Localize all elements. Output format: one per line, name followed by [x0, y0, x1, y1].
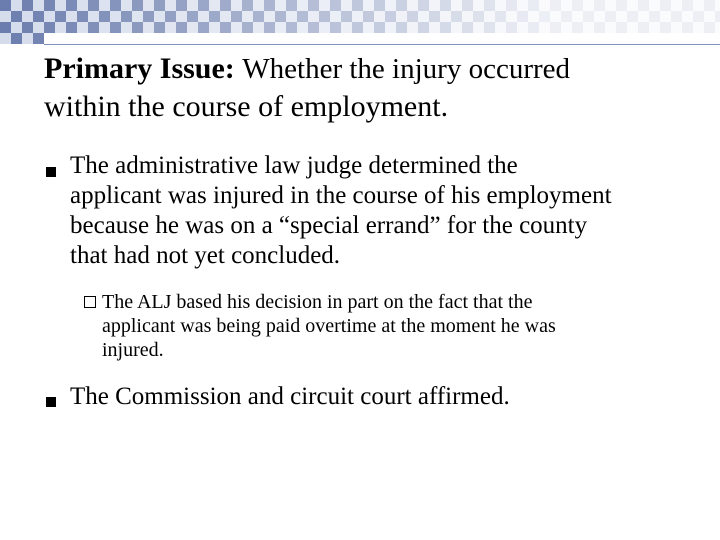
- checker-square: [374, 22, 385, 33]
- checker-square: [198, 0, 209, 11]
- checker-square: [671, 0, 682, 11]
- title-rest-part: Whether the injury occurred: [242, 53, 571, 85]
- checker-square: [220, 0, 231, 11]
- hollow-square-bullet-icon: [84, 296, 96, 308]
- checker-square: [616, 22, 627, 33]
- checker-square: [187, 0, 198, 11]
- checker-square: [220, 22, 231, 33]
- checker-square: [682, 0, 693, 11]
- checker-square: [506, 22, 517, 33]
- checker-square: [627, 22, 638, 33]
- checker-square: [550, 22, 561, 33]
- checker-square: [561, 0, 572, 11]
- checker-square: [22, 11, 33, 22]
- checker-square: [209, 0, 220, 11]
- checker-square: [660, 0, 671, 11]
- checker-square: [440, 11, 451, 22]
- checker-square: [396, 0, 407, 11]
- checker-square: [528, 0, 539, 11]
- checker-square: [110, 0, 121, 11]
- checker-square: [319, 22, 330, 33]
- checker-square: [88, 0, 99, 11]
- checker-square: [242, 11, 253, 22]
- title-bold-part: Primary Issue:: [44, 52, 235, 85]
- title-line-2: within the course of employment.: [44, 90, 449, 123]
- checker-square: [11, 11, 22, 22]
- checker-square: [594, 22, 605, 33]
- checker-square: [660, 11, 671, 22]
- checker-square: [682, 11, 693, 22]
- checker-square: [407, 11, 418, 22]
- checker-square: [484, 11, 495, 22]
- checker-square: [209, 11, 220, 22]
- checker-square: [495, 22, 506, 33]
- checker-square: [198, 11, 209, 22]
- checker-square: [539, 22, 550, 33]
- bullet-1-line: because he was on a “special errand” for the county: [70, 212, 588, 239]
- checker-square: [429, 0, 440, 11]
- sub-bullet-line: injured.: [102, 339, 164, 361]
- checker-square: [671, 11, 682, 22]
- checker-square: [33, 22, 44, 33]
- checker-square: [649, 0, 660, 11]
- checker-square: [121, 22, 132, 33]
- checker-square: [506, 11, 517, 22]
- checker-square: [264, 22, 275, 33]
- checker-square: [407, 22, 418, 33]
- checker-square: [33, 0, 44, 11]
- checker-square: [22, 22, 33, 33]
- checker-square: [638, 22, 649, 33]
- checker-square: [231, 22, 242, 33]
- checker-square: [275, 0, 286, 11]
- checker-square: [627, 11, 638, 22]
- checker-square: [319, 11, 330, 22]
- checker-square: [55, 22, 66, 33]
- checker-square: [187, 22, 198, 33]
- checker-square: [462, 0, 473, 11]
- checker-square: [715, 0, 720, 11]
- checker-square: [407, 0, 418, 11]
- checker-square: [110, 11, 121, 22]
- checker-square: [539, 11, 550, 22]
- sub-bullet-line: applicant was being paid overtime at the moment he was: [102, 315, 556, 337]
- checker-square: [286, 11, 297, 22]
- square-bullet-icon: [46, 397, 56, 407]
- checker-square: [363, 0, 374, 11]
- checker-square: [473, 11, 484, 22]
- checker-square: [352, 22, 363, 33]
- checker-square: [715, 22, 720, 33]
- checker-square: [154, 11, 165, 22]
- checker-square: [528, 11, 539, 22]
- checker-square: [176, 0, 187, 11]
- checker-square: [649, 11, 660, 22]
- title-divider: [44, 44, 720, 45]
- checker-square: [66, 22, 77, 33]
- checker-square: [242, 22, 253, 33]
- checker-square: [451, 0, 462, 11]
- checker-square: [561, 22, 572, 33]
- checker-square: [627, 0, 638, 11]
- checker-square: [308, 22, 319, 33]
- checker-square: [429, 22, 440, 33]
- checker-square: [132, 0, 143, 11]
- checker-square: [605, 11, 616, 22]
- checker-square: [605, 22, 616, 33]
- checker-square: [484, 22, 495, 33]
- checker-square: [154, 0, 165, 11]
- checker-square: [418, 0, 429, 11]
- checker-square: [308, 0, 319, 11]
- slide-title: [44, 50, 704, 126]
- checker-square: [121, 11, 132, 22]
- checker-square: [484, 0, 495, 11]
- decorative-checker-band: [0, 0, 720, 44]
- checker-square: [550, 0, 561, 11]
- checker-square: [11, 33, 22, 44]
- checker-square: [429, 11, 440, 22]
- checker-square: [22, 33, 33, 44]
- checker-square: [616, 11, 627, 22]
- checker-square: [297, 0, 308, 11]
- checker-square: [594, 0, 605, 11]
- checker-square: [143, 22, 154, 33]
- checker-square: [495, 0, 506, 11]
- checker-square: [165, 22, 176, 33]
- checker-square: [352, 0, 363, 11]
- checker-square: [286, 22, 297, 33]
- sub-bullet-text: [102, 290, 682, 362]
- checker-square: [462, 11, 473, 22]
- checker-square: [77, 0, 88, 11]
- checker-square: [99, 0, 110, 11]
- checker-square: [44, 22, 55, 33]
- checker-square: [638, 11, 649, 22]
- checker-square: [253, 0, 264, 11]
- checker-square: [308, 11, 319, 22]
- checker-square: [231, 11, 242, 22]
- checker-square: [242, 0, 253, 11]
- checker-square: [275, 22, 286, 33]
- checker-square: [715, 11, 720, 22]
- checker-square: [473, 22, 484, 33]
- checker-square: [528, 22, 539, 33]
- checker-square: [396, 22, 407, 33]
- checker-square: [154, 22, 165, 33]
- checker-square: [22, 0, 33, 11]
- checker-square: [341, 0, 352, 11]
- checker-square: [517, 22, 528, 33]
- checker-square: [253, 22, 264, 33]
- checker-square: [605, 0, 616, 11]
- checker-square: [88, 11, 99, 22]
- square-bullet-icon: [46, 167, 56, 177]
- checker-square: [132, 11, 143, 22]
- checker-square: [44, 0, 55, 11]
- checker-square: [121, 0, 132, 11]
- checker-square: [297, 22, 308, 33]
- bullet-1-line: that had not yet concluded.: [70, 242, 341, 269]
- checker-square: [33, 33, 44, 44]
- checker-square: [693, 11, 704, 22]
- checker-square: [550, 11, 561, 22]
- checker-square: [110, 22, 121, 33]
- checker-square: [682, 22, 693, 33]
- bullet-1-text: [70, 151, 690, 271]
- checker-square: [418, 22, 429, 33]
- checker-square: [66, 11, 77, 22]
- checker-square: [176, 22, 187, 33]
- sub-bullet-line: The ALJ based his decision in part on the fact that the: [102, 291, 533, 313]
- checker-square: [341, 11, 352, 22]
- checker-square: [11, 22, 22, 33]
- checker-square: [165, 11, 176, 22]
- checker-square: [539, 0, 550, 11]
- checker-square: [506, 0, 517, 11]
- checker-square: [99, 11, 110, 22]
- checker-square: [198, 22, 209, 33]
- checker-square: [253, 11, 264, 22]
- checker-square: [341, 22, 352, 33]
- checker-square: [44, 11, 55, 22]
- checker-square: [572, 11, 583, 22]
- checker-square: [583, 11, 594, 22]
- checker-square: [473, 0, 484, 11]
- checker-square: [0, 22, 11, 33]
- checker-square: [0, 0, 11, 11]
- checker-square: [264, 11, 275, 22]
- checker-square: [693, 22, 704, 33]
- checker-square: [451, 11, 462, 22]
- checker-square: [704, 22, 715, 33]
- checker-square: [583, 0, 594, 11]
- checker-square: [396, 11, 407, 22]
- checker-square: [330, 22, 341, 33]
- checker-square: [451, 22, 462, 33]
- checker-square: [209, 22, 220, 33]
- checker-square: [220, 11, 231, 22]
- checker-square: [440, 22, 451, 33]
- checker-square: [693, 0, 704, 11]
- checker-square: [132, 22, 143, 33]
- checker-square: [374, 11, 385, 22]
- checker-square: [517, 0, 528, 11]
- bullet-2-line: The Commission and circuit court affirmed.: [70, 383, 510, 410]
- checker-square: [363, 22, 374, 33]
- checker-square: [0, 11, 11, 22]
- checker-square: [99, 22, 110, 33]
- checker-square: [462, 22, 473, 33]
- checker-square: [143, 0, 154, 11]
- checker-square: [66, 0, 77, 11]
- checker-square: [55, 11, 66, 22]
- checker-square: [385, 0, 396, 11]
- checker-square: [330, 11, 341, 22]
- checker-square: [649, 22, 660, 33]
- checker-square: [418, 11, 429, 22]
- checker-square: [352, 11, 363, 22]
- checker-square: [286, 0, 297, 11]
- checker-square: [572, 22, 583, 33]
- checker-square: [671, 22, 682, 33]
- checker-square: [55, 0, 66, 11]
- checker-square: [704, 0, 715, 11]
- checker-square: [616, 0, 627, 11]
- checker-square: [704, 11, 715, 22]
- checker-square: [88, 22, 99, 33]
- checker-square: [495, 11, 506, 22]
- checker-square: [594, 11, 605, 22]
- checker-square: [187, 11, 198, 22]
- checker-square: [330, 0, 341, 11]
- bullet-1-line: The administrative law judge determined the: [70, 152, 518, 179]
- checker-square: [363, 11, 374, 22]
- checker-square: [11, 0, 22, 11]
- checker-square: [572, 0, 583, 11]
- checker-square: [660, 22, 671, 33]
- checker-square: [638, 0, 649, 11]
- checker-square: [517, 11, 528, 22]
- checker-square: [440, 0, 451, 11]
- checker-square: [561, 11, 572, 22]
- checker-square: [583, 22, 594, 33]
- checker-square: [297, 11, 308, 22]
- checker-square: [77, 11, 88, 22]
- checker-square: [176, 11, 187, 22]
- bullet-2-text: [70, 382, 690, 412]
- checker-square: [319, 0, 330, 11]
- checker-square: [33, 11, 44, 22]
- bullet-1-line: applicant was injured in the course of his employment: [70, 182, 612, 209]
- checker-square: [143, 11, 154, 22]
- checker-square: [374, 0, 385, 11]
- checker-square: [385, 22, 396, 33]
- checker-square: [165, 0, 176, 11]
- checker-square: [275, 11, 286, 22]
- checker-square: [77, 22, 88, 33]
- checker-square: [0, 33, 11, 44]
- checker-square: [231, 0, 242, 11]
- checker-square: [385, 11, 396, 22]
- checker-square: [264, 0, 275, 11]
